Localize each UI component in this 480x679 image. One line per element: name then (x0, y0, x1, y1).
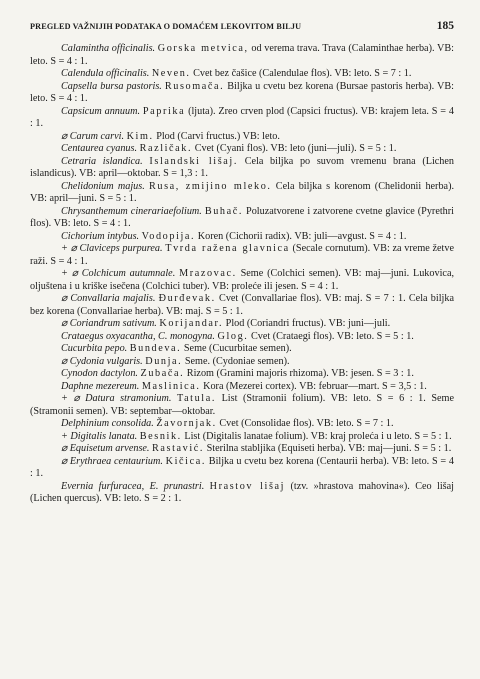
plant-entry (30, 206, 454, 231)
entry-mark: ⌀ (61, 293, 71, 304)
plant-entry (30, 356, 454, 369)
entry-text: Cvet (Crataegi flos). VB: leto. S = 5 : 1. (248, 330, 414, 342)
latin-name: Coriandrum sativum. (69, 318, 157, 329)
common-name: Maslinica. (141, 380, 201, 392)
entry-text: od verema trava. Trava (Calaminthae herba). VB: leto. S = 4 : 1. (30, 43, 454, 67)
latin-name: Daphne mezereum. (61, 380, 140, 392)
latin-name: Centaurea cyanus. (61, 143, 138, 154)
latin-name: Capsicum annuum. (61, 105, 140, 117)
latin-name: Erythraea centaurium. (69, 455, 163, 467)
plant-entry (30, 293, 454, 318)
common-name: Rusomača. (164, 80, 225, 92)
entry-text: Plod (Coriandri fructus). VB: juni—juli. (223, 318, 391, 329)
plant-entry (30, 106, 454, 131)
common-name: Neven. (151, 68, 191, 79)
common-name: Glog. (217, 330, 249, 342)
running-header (30, 20, 454, 32)
entry-mark: + ⌀ (61, 393, 86, 404)
entry-text: (tzv. »hrastova mahovina«). Ceo lišaj (Lichen quercus). VB: leto. S = 2 : 1. (30, 480, 455, 504)
common-name: Paprika (142, 105, 186, 117)
latin-name: Carum carvi. (69, 130, 125, 142)
common-name: Vodopija. (141, 230, 196, 242)
latin-name: Chelidonium majus. (61, 180, 145, 192)
latin-name: Datura stramonium. (85, 393, 172, 404)
entry-mark: + ⌀ (61, 243, 80, 254)
common-name: Tvrda ražena glavnica (165, 243, 290, 254)
entry-text: Biljka u cvetu bez korena (Bursae pastoris herba). VB: leto. S = 4 : 1. (30, 80, 454, 104)
entry-mark: ⌀ (61, 355, 70, 367)
latin-name: Chrysanthemum cinerariaefolium. (61, 205, 202, 217)
entry-text: List (Stramonii folium). VB: leto. S = 6 : 1. Seme (Stramonii semen). VB: septembar—oktobar. (30, 393, 454, 417)
entry-text: Cela biljka s korenom (Chelidonii herba). VB: april—juni. S = 5 : 1. (30, 180, 455, 204)
entry-text: Cela biljka po suvom vremenu brana (Lichen islandicus). VB: april—oktobar. S = 1,3 : 1. (30, 155, 455, 179)
latin-name: Cynodon dactylon. (61, 368, 138, 379)
plant-entry (30, 443, 454, 456)
entry-text: Cvet (Convallariae flos). VB: maj. S = 7 : 1. Cela biljka bez korena (Convallariae herba). VB: maj. S = 5 : 1. (30, 293, 454, 317)
common-name: Tatula. (176, 393, 217, 404)
entry-mark: ⌀ (61, 130, 70, 142)
entry-mark: + ⌀ (61, 268, 82, 279)
common-name: Buhač. (204, 205, 244, 217)
plant-entry (30, 43, 454, 68)
entry-text: Koren (Cichorii radix). VB: juli—avgust. S = 4 : 1. (195, 230, 407, 242)
plant-entry (30, 243, 454, 268)
entry-mark: ⌀ (61, 443, 70, 454)
entry-text: Cvet (Cyani flos). VB: leto (juni—juli). S = 5 : 1. (192, 143, 397, 154)
common-name: Rusa, zmijino mleko. (149, 180, 272, 192)
plant-entry (30, 418, 454, 431)
plant-entry (30, 431, 454, 444)
plant-entry (30, 81, 454, 106)
entry-text: (Secale cornutum). VB: za vreme žetve raži. S = 4 : 1. (30, 243, 455, 267)
latin-name: Cydonia vulgaris. (69, 355, 143, 367)
common-name: Korijandar. (159, 318, 224, 329)
common-name: Rastavić. (152, 443, 205, 454)
plant-entry (30, 368, 454, 381)
common-name: Zubača. (140, 368, 185, 379)
entry-text: Kora (Mezerei cortex). VB: februar—mart. S = 3,5 : 1. (200, 380, 427, 392)
plant-entry (30, 231, 454, 244)
plant-entry (30, 131, 454, 144)
entry-text: Cvet bez čašice (Calendulae flos). VB: leto. S = 7 : 1. (190, 68, 412, 79)
latin-name: Claviceps purpurea. (79, 243, 163, 254)
entries-list (30, 43, 454, 506)
entry-text: Cvet (Consolidae flos). VB: leto. S = 7 : 1. (216, 418, 394, 429)
entry-text: Plod (Carvi fructus.) VB: leto. (153, 130, 280, 142)
entry-mark: ⌀ (61, 455, 70, 467)
common-name: Različak. (139, 143, 193, 154)
common-name: Besnik. (139, 430, 182, 442)
plant-entry (30, 381, 454, 394)
latin-name: Cetraria islandica. (61, 155, 143, 167)
plant-entry (30, 331, 454, 344)
plant-entry (30, 181, 454, 206)
plant-entry (30, 456, 454, 481)
latin-name: Equisetum arvense. (69, 443, 150, 454)
common-name: Kim. (126, 130, 154, 142)
plant-entry (30, 268, 454, 293)
latin-name: Evernia furfuracea, E. prunastri. (61, 480, 205, 492)
common-name: Bundeva. (129, 343, 182, 354)
common-name: Gorska metvica, (157, 43, 249, 54)
entry-mark: + (61, 430, 71, 442)
entry-text: Seme (Cucurbitae semen). (181, 343, 292, 354)
plant-entry (30, 343, 454, 356)
entry-text: Seme (Colchici semen). VB: maj—juni. Lukovica, oljuštena i u kriške isečena (Colchici tuber). VB: proleće ili jesen. S = 4 : 1. (30, 268, 455, 292)
latin-name: Convallaria majalis. (70, 293, 156, 304)
entry-text: Sterilna stabljika (Equiseti herba). VB: maj—juni. S = 5 : 1. (204, 443, 452, 454)
common-name: Islandski lišaj. (149, 155, 238, 167)
plant-entry (30, 481, 454, 506)
plant-entry (30, 393, 454, 418)
plant-entry (30, 156, 454, 181)
entry-text: (ljuta). Zreo crven plod (Capsici fructus). VB: krajem leta. S = 4 : 1. (30, 105, 455, 129)
latin-name: Digitalis lanata. (70, 430, 138, 442)
latin-name: Delphinium consolida. (61, 418, 154, 429)
latin-name: Cucurbita pepo. (61, 343, 128, 354)
entry-text: Rizom (Gramini majoris rhizoma). VB: jesen. S = 3 : 1. (184, 368, 414, 379)
entry-text: Biljka u cvetu bez korena (Centaurii herba). VB: leto. S = 4 : 1. (30, 455, 454, 479)
latin-name: Cichorium intybus. (61, 230, 140, 242)
plant-entry (30, 143, 454, 156)
entry-mark: ⌀ (61, 318, 70, 329)
entry-text: Poluzatvorene i zatvorene cvetne glavice (Pyrethri flos). VB: leto. S = 4 : 1. (30, 205, 454, 229)
latin-name: Colchicum autumnale. (81, 268, 176, 279)
common-name: Mrazovac. (179, 268, 237, 279)
common-name: Žavornjak. (156, 418, 217, 429)
common-name: Kičica. (165, 455, 207, 467)
latin-name: Calendula officinalis. (61, 68, 150, 79)
entry-text: Seme. (Cydoniae semen). (182, 355, 290, 367)
common-name: Dunja. (145, 355, 183, 367)
common-name: Đurđevak. (158, 293, 216, 304)
latin-name: Calamintha officinalis. (61, 43, 156, 54)
entry-text: List (Digitalis lanatae folium). VB: kraj proleća i u leto. S = 5 : 1. (181, 430, 452, 442)
plant-entry (30, 318, 454, 331)
latin-name: Crataegus oxyacantha, C. monogyna. (61, 330, 215, 342)
page-number: 185 (436, 20, 454, 32)
plant-entry (30, 68, 454, 81)
header-title: PREGLED VAŽNIJIH PODATAKA O DOMAĆEM LEKOVITOM BILJU (30, 22, 302, 31)
latin-name: Capsella bursa pastoris. (61, 80, 162, 92)
common-name: Hrastov lišaj (209, 480, 286, 492)
